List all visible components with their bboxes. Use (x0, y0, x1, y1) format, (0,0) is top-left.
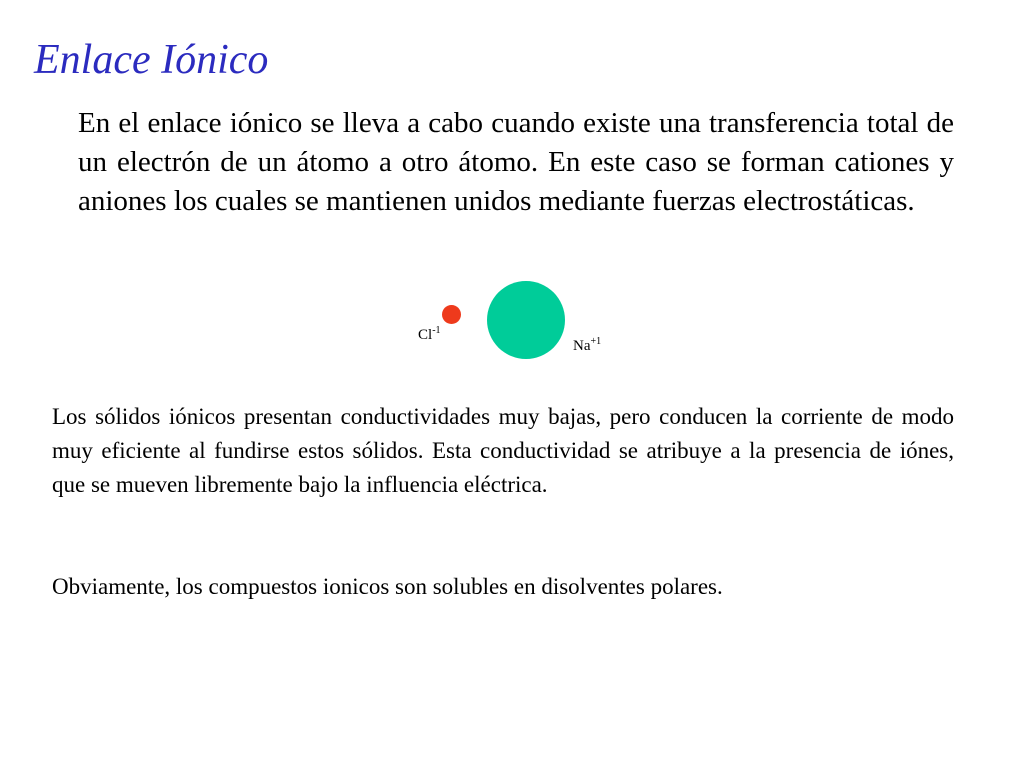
solubility-paragraph: Obviamente, los compuestos ionicos son solubles en disolventes polares. (52, 574, 723, 599)
chloride-ion-circle (442, 305, 461, 324)
chloride-charge: -1 (432, 325, 441, 336)
sodium-ion-circle (487, 281, 565, 359)
slide-title: Enlace Iónico (34, 37, 269, 83)
sodium-ion-label (573, 337, 601, 355)
chloride-ion-label (418, 326, 441, 344)
conductivity-paragraph: Los sólidos iónicos presentan conductividades muy bajas, pero conducen la corriente de modo muy eficiente al fundirse estos sólidos. Esta conductividad se atribuye a la presencia de iónes, que se mueven libremente bajo la influencia eléctrica. (52, 404, 954, 497)
sodium-symbol: Na (573, 338, 591, 354)
intro-paragraph: En el enlace iónico se lleva a cabo cuando existe una transferencia total de un electrón de un átomo a otro átomo. En este caso se forman cationes y aniones los cuales se mantienen unidos mediante fuerzas electrostáticas. (78, 107, 954, 217)
chloride-symbol: Cl (418, 327, 433, 343)
sodium-charge: +1 (590, 336, 602, 347)
